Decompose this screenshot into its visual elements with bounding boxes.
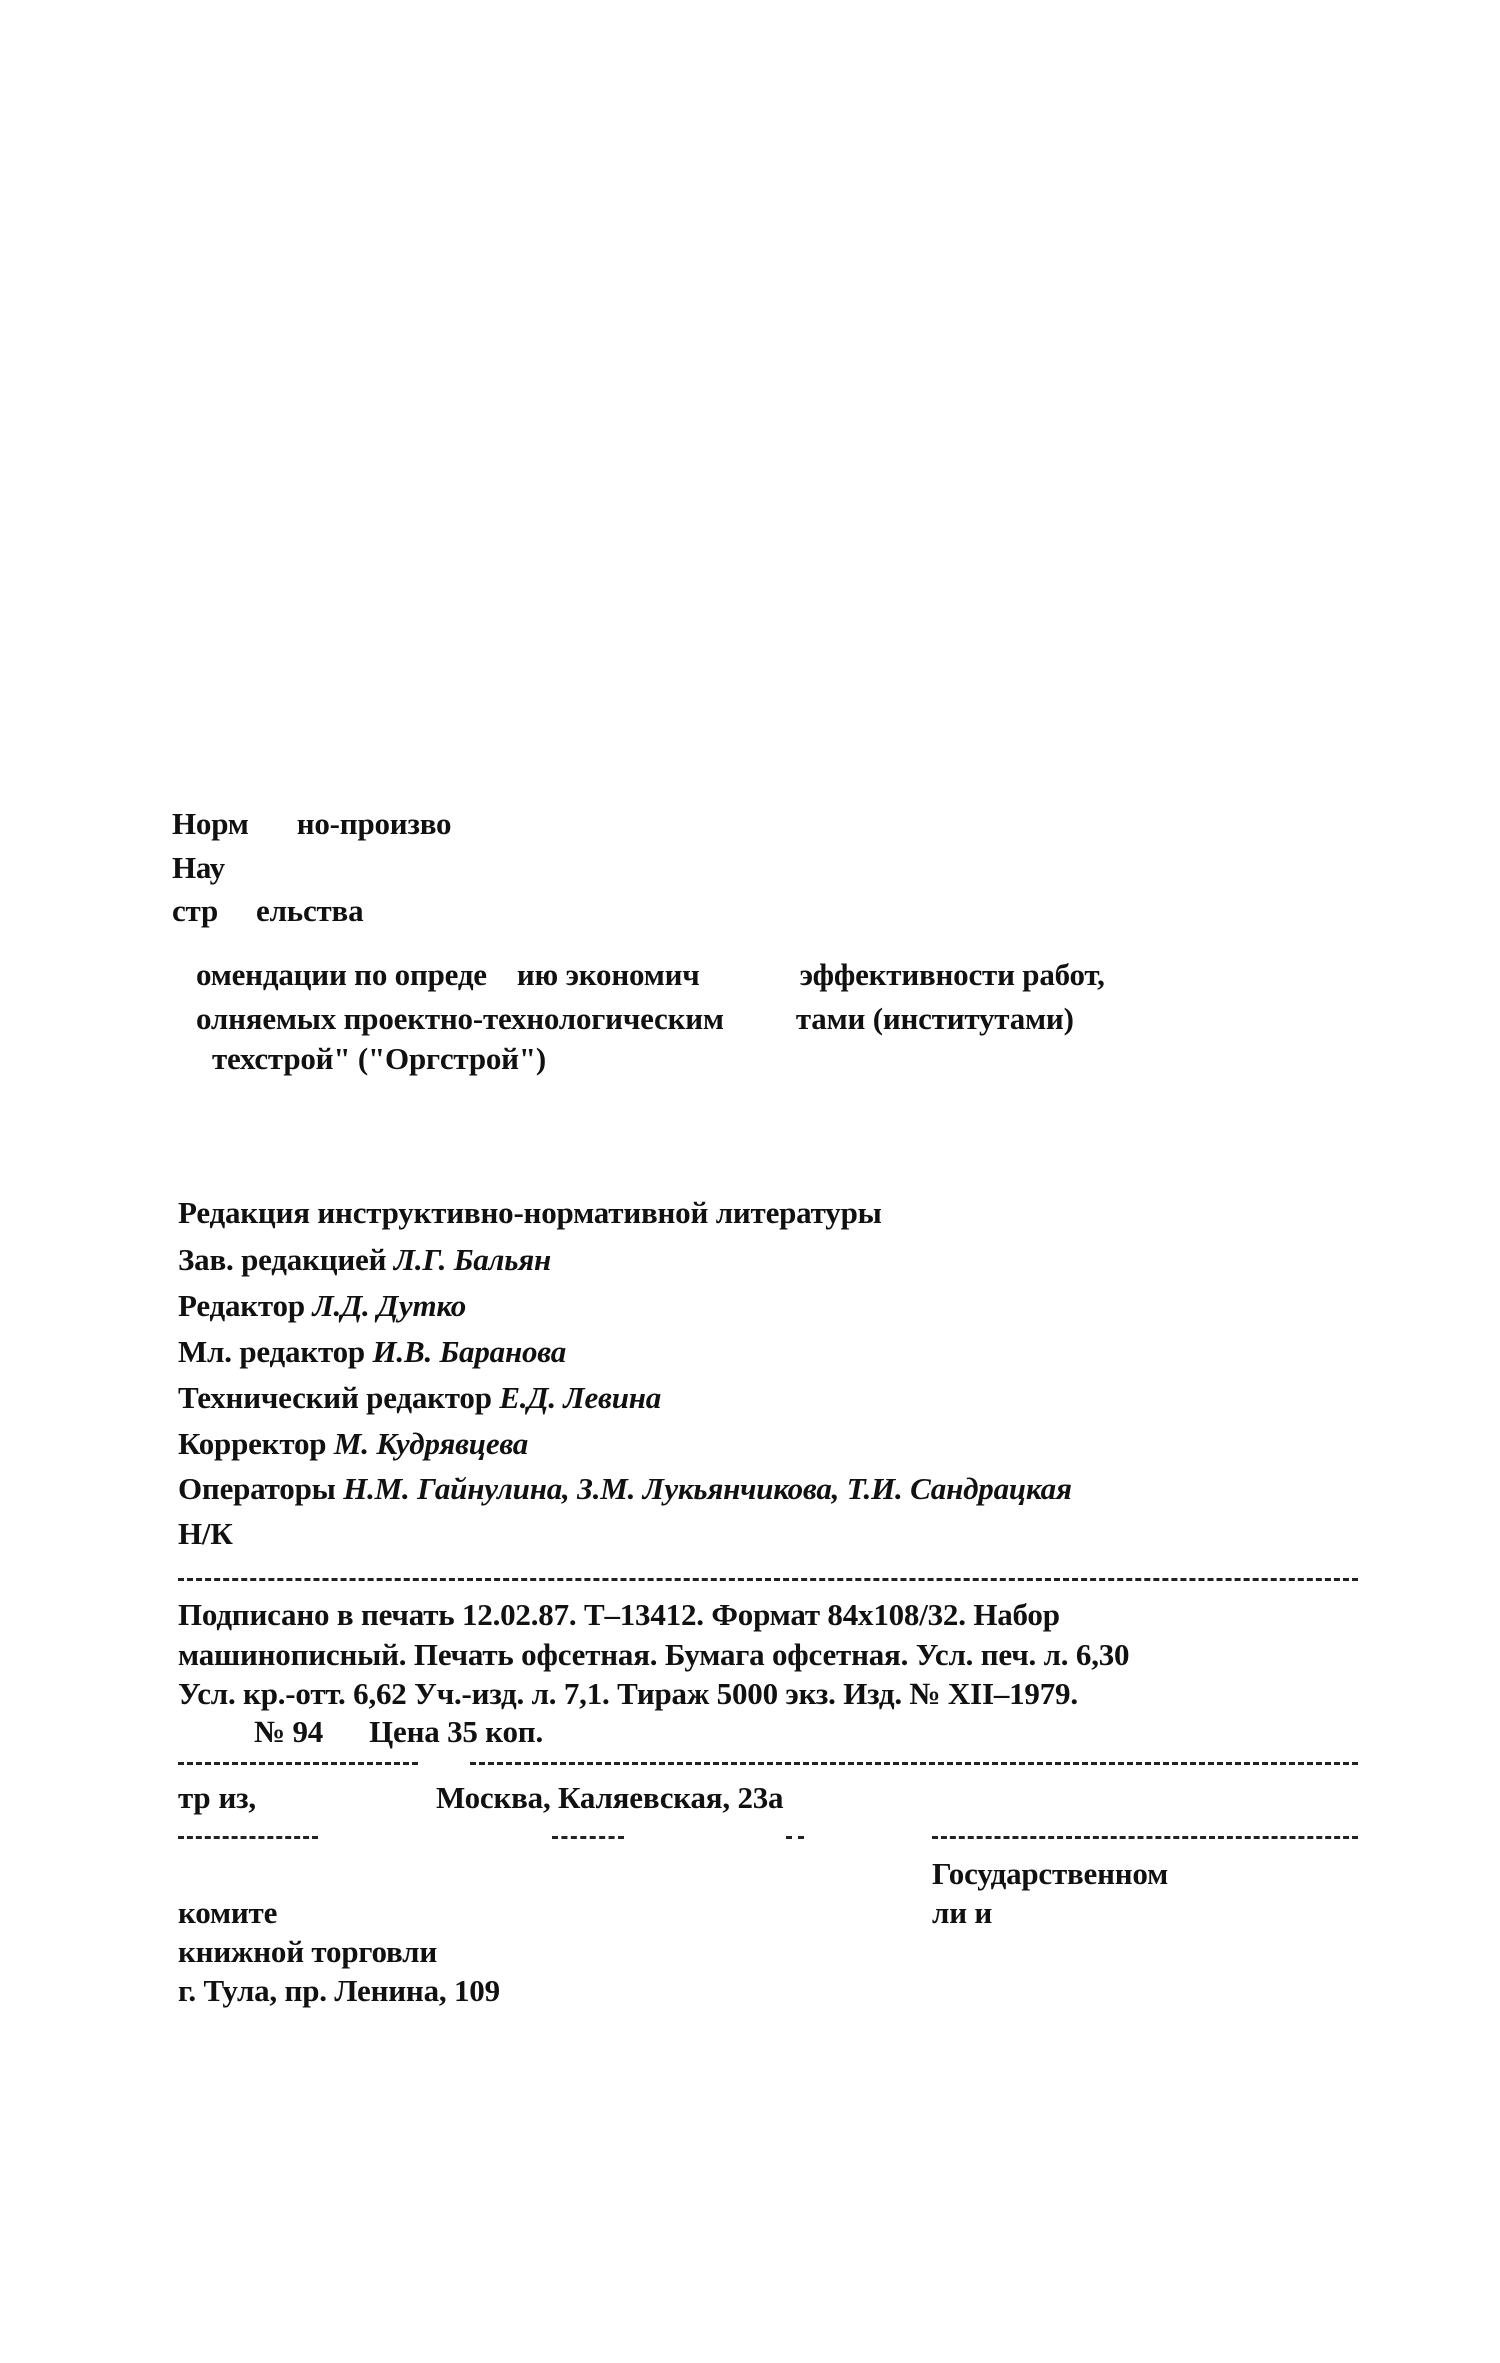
printer-line-2 bbox=[178, 1895, 277, 1931]
operators-label: Операторы bbox=[178, 1471, 336, 1506]
imprint-line-4 bbox=[178, 1714, 543, 1750]
separator-line-1 bbox=[178, 1578, 1358, 1581]
head-editor-line bbox=[178, 1242, 551, 1278]
printer-line-2-right: ли и bbox=[932, 1895, 993, 1930]
publisher-name-start: тр bbox=[178, 1780, 211, 1815]
corrector-label: Корректор bbox=[178, 1426, 327, 1461]
separator-line-3a bbox=[178, 1836, 318, 1839]
header-line-1-start: Норм bbox=[172, 806, 249, 841]
title-line-3-text: техстрой" ("Оргстрой") bbox=[212, 1041, 546, 1076]
price: Цена 35 коп. bbox=[369, 1714, 544, 1749]
header-line-3-start: стр bbox=[172, 893, 219, 928]
title-line-2 bbox=[196, 1001, 1074, 1037]
jr-editor-line bbox=[178, 1334, 566, 1370]
imprint-line-2 bbox=[178, 1637, 1129, 1673]
edition-text: Редакция инструктивно-нормативной литературы bbox=[178, 1195, 882, 1230]
printer-line-4 bbox=[178, 1973, 500, 2009]
imprint-text-2: машинописный. Печать офсетная. Бумага офсетная. Усл. печ. л. 6,30 bbox=[178, 1637, 1130, 1672]
header-line-3-end: ельства bbox=[256, 893, 364, 928]
title-line-1-c: эффективности работ, bbox=[799, 957, 1105, 992]
editor-label: Редактор bbox=[178, 1288, 305, 1323]
title-line-1 bbox=[196, 957, 1105, 993]
printer-address: г. Тула, пр. Ленина, 109 bbox=[178, 1973, 500, 2008]
order-number: № 94 bbox=[254, 1714, 324, 1749]
separator-line-3d bbox=[932, 1836, 1358, 1839]
printer-line-2-right-wrap bbox=[932, 1895, 992, 1931]
printer-line-1-right-wrap bbox=[932, 1856, 1168, 1892]
code-line bbox=[178, 1516, 233, 1552]
imprint-line-3 bbox=[178, 1676, 1078, 1712]
printer-line-2-left: комите bbox=[178, 1895, 278, 1930]
operators-names: Н.М. Гайнулина, З.М. Лукьянчикова, Т.И. Сандрацкая bbox=[343, 1471, 1072, 1506]
head-editor-name: Л.Г. Бальян bbox=[393, 1242, 552, 1277]
head-editor-label: Зав. редакцией bbox=[178, 1242, 387, 1277]
code-text: Н/К bbox=[178, 1516, 233, 1551]
editor-line bbox=[178, 1288, 466, 1324]
imprint-line-1 bbox=[178, 1597, 1060, 1633]
imprint-text-3: Усл. кр.-отт. 6,62 Уч.-изд. л. 7,1. Тираж 5000 экз. Изд. № XII–1979. bbox=[178, 1676, 1078, 1711]
tech-editor-line bbox=[178, 1380, 661, 1416]
corrector-name: М. Кудрявцева bbox=[333, 1426, 529, 1461]
publisher-address: Москва, Каляевская, 23а bbox=[435, 1780, 784, 1815]
edition-line bbox=[178, 1195, 882, 1231]
publisher-name-end: из, bbox=[218, 1780, 256, 1815]
tech-editor-label: Технический редактор bbox=[178, 1380, 492, 1415]
title-line-1-a: омендации по опреде bbox=[196, 957, 487, 992]
separator-line-2b bbox=[470, 1762, 1358, 1765]
separator-line-3c bbox=[786, 1836, 804, 1839]
header-line-3 bbox=[172, 893, 363, 929]
imprint-text-1: Подписано в печать 12.02.87. Т–13412. Формат 84х108/32. Набор bbox=[178, 1597, 1060, 1632]
printer-line-3-text: книжной торговли bbox=[178, 1934, 438, 1969]
title-line-2-b: тами (институтами) bbox=[795, 1001, 1074, 1036]
operators-line bbox=[178, 1471, 1072, 1507]
separator-line-2a bbox=[178, 1762, 418, 1765]
jr-editor-name: И.В. Баранова bbox=[372, 1334, 566, 1369]
title-line-3 bbox=[212, 1041, 546, 1077]
header-line-2-start: Нау bbox=[172, 850, 225, 885]
header-line-1-end: но-произво bbox=[296, 806, 452, 841]
header-line-1 bbox=[172, 806, 451, 842]
publisher-line bbox=[178, 1780, 783, 1816]
separator-line-3b bbox=[552, 1836, 624, 1839]
title-line-2-a: олняемых проектно-технологическим bbox=[196, 1001, 724, 1036]
jr-editor-label: Мл. редактор bbox=[178, 1334, 365, 1369]
printer-line-1-right: Государственном bbox=[932, 1856, 1169, 1891]
tech-editor-name: Е.Д. Левина bbox=[499, 1380, 662, 1415]
corrector-line bbox=[178, 1426, 528, 1462]
title-line-1-b: ию экономич bbox=[516, 957, 700, 992]
printer-line-3 bbox=[178, 1934, 437, 1970]
header-line-2 bbox=[172, 850, 225, 886]
editor-name: Л.Д. Дутко bbox=[312, 1288, 466, 1323]
